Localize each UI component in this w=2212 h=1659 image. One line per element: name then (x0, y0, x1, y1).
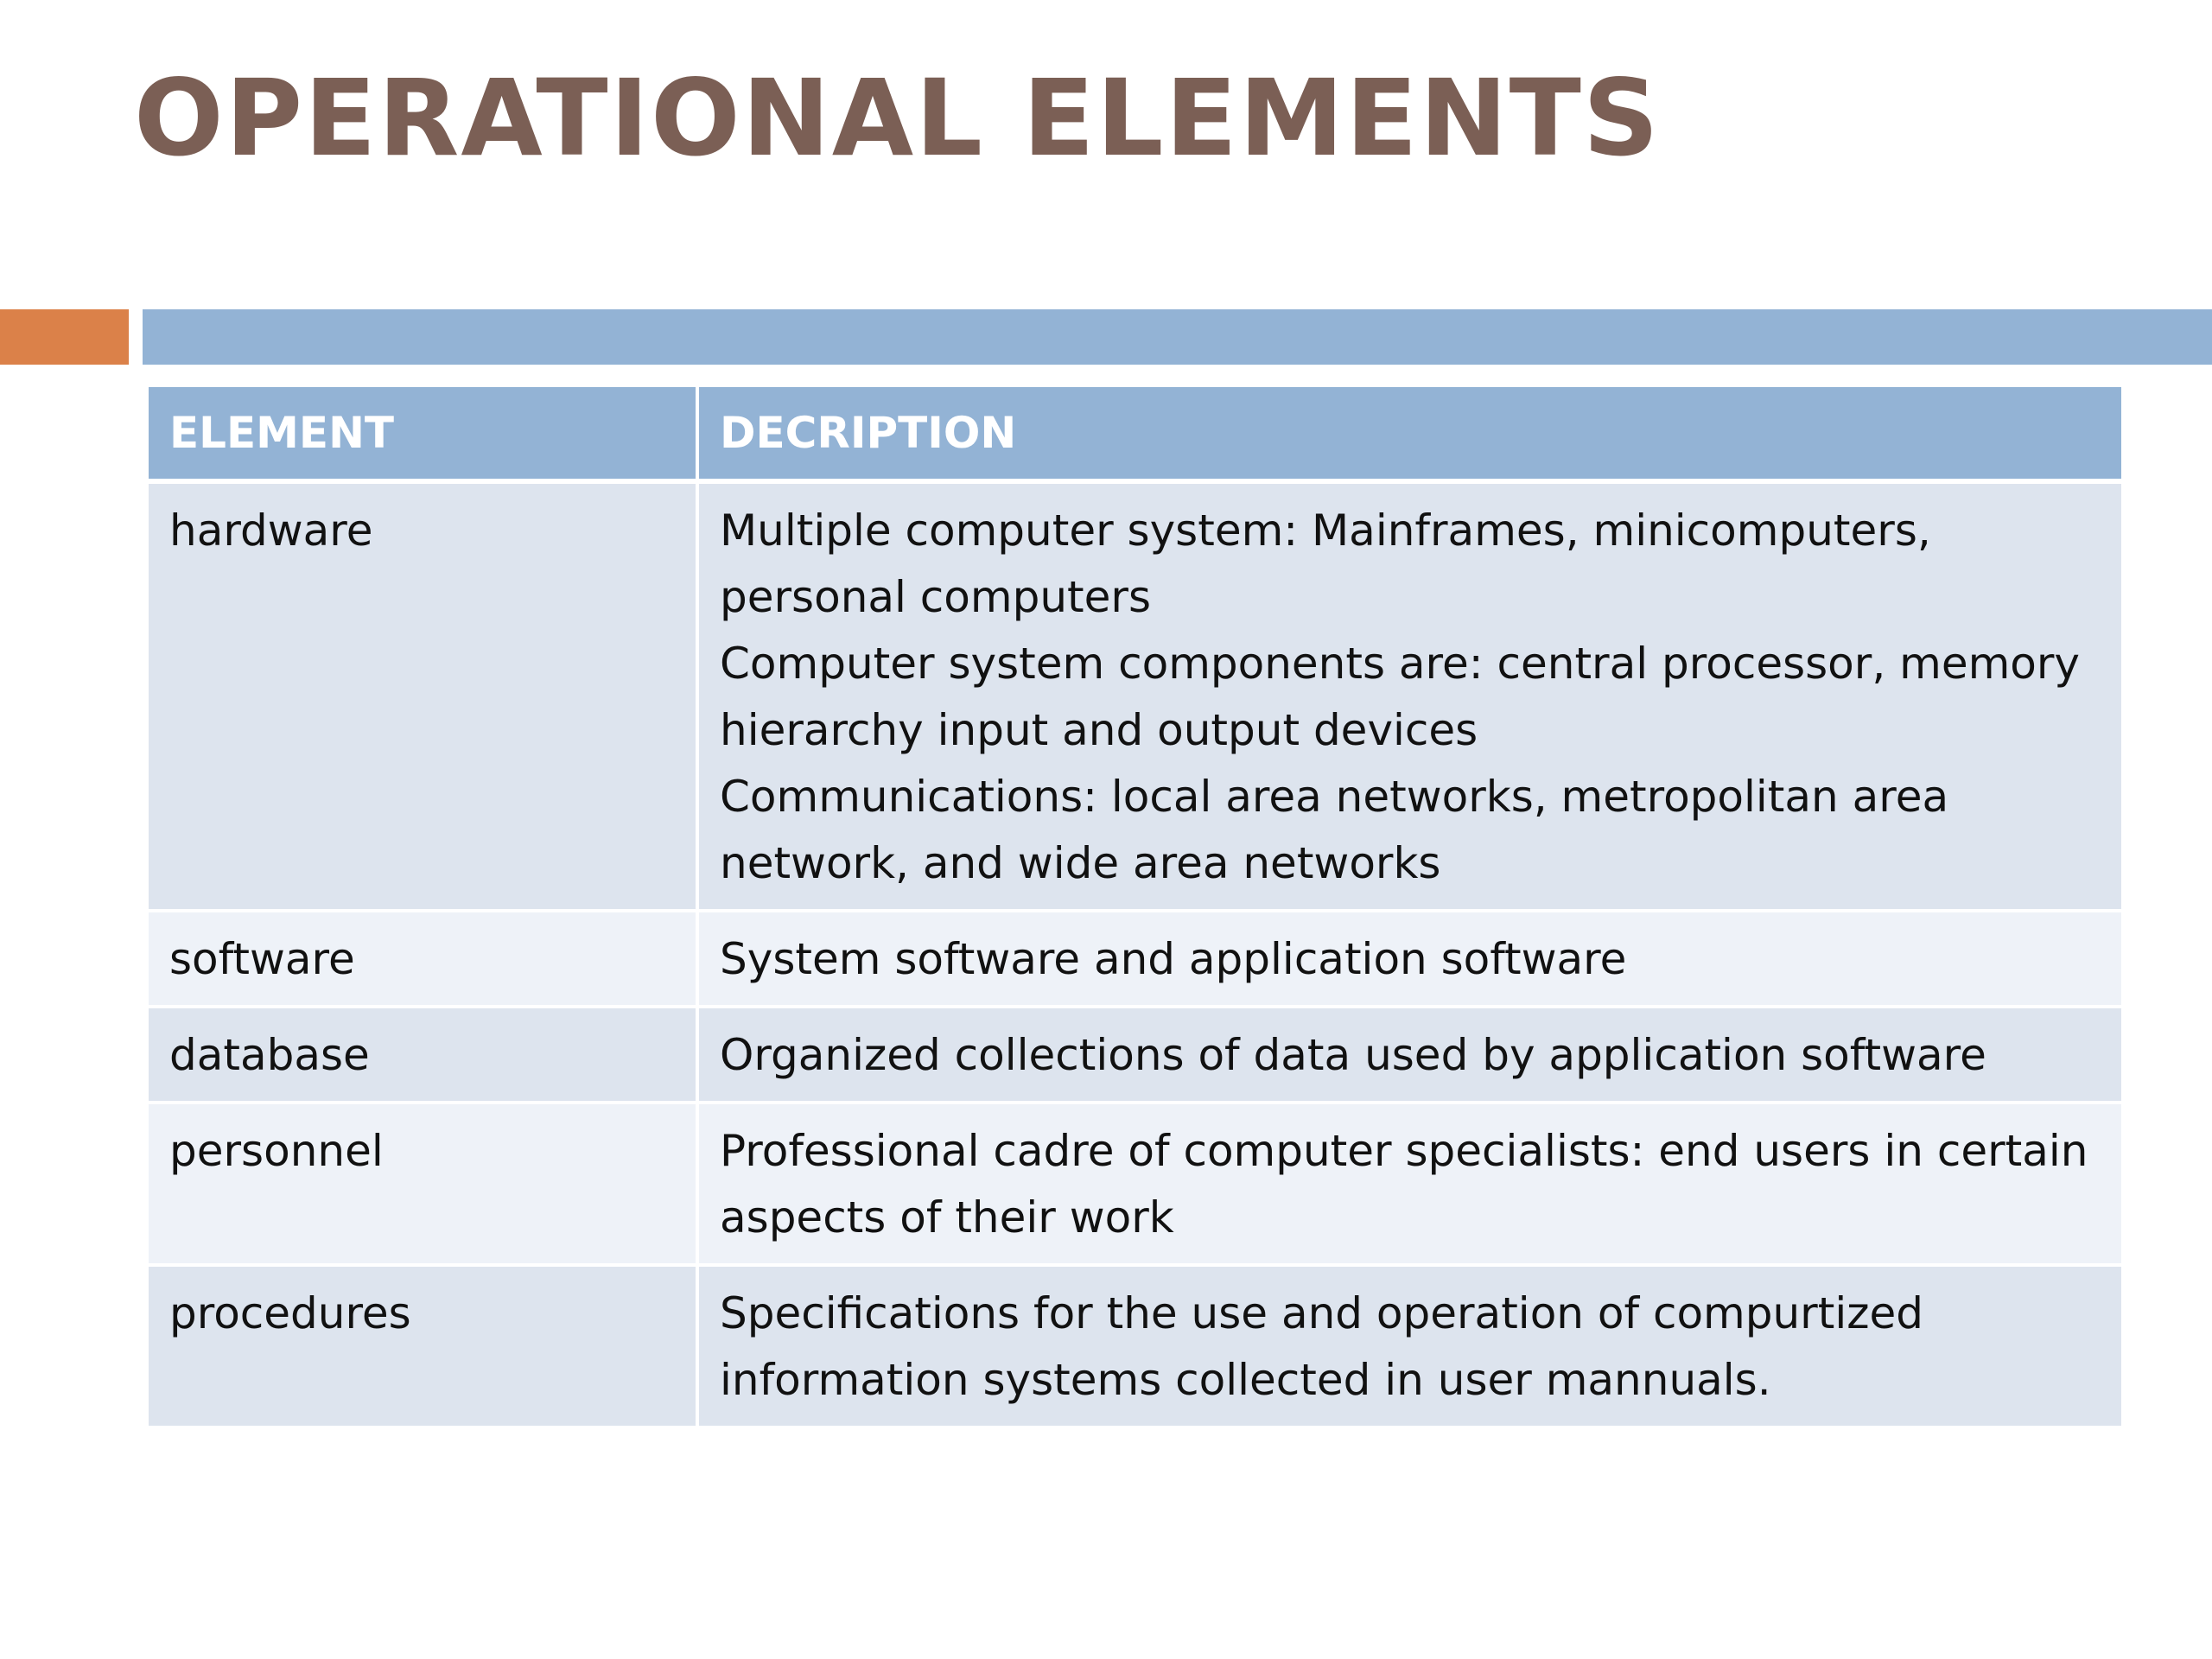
elements-table (149, 387, 2121, 1429)
element-cell: software (149, 912, 696, 1008)
description-cell (696, 484, 2121, 912)
description-cell (696, 1267, 2121, 1429)
description-line: Organized collections of data used by application software (720, 1030, 1986, 1080)
description-line: Professional cadre of computer specialists: end users in certain aspects of their work (720, 1126, 2088, 1243)
description-line: Communications: local area networks, metropolitan area network, and wide area networks (720, 772, 1949, 888)
elements-table-container (149, 387, 2121, 1429)
description-cell (696, 1008, 2121, 1104)
description-line: System software and application software (720, 934, 1627, 984)
table-row (149, 484, 2121, 912)
description-line: Specifications for the use and operation of compurtized information systems collected in user mannuals. (720, 1288, 1923, 1405)
description-cell (696, 1104, 2121, 1267)
element-cell: hardware (149, 484, 696, 912)
table-row (149, 912, 2121, 1008)
accent-bar-orange (0, 309, 129, 365)
description-line: Multiple computer system: Mainframes, minicomputers, personal computers (720, 505, 1931, 622)
header-element: ELEMENT (149, 387, 696, 484)
description-line: Computer system components are: central processor, memory hierarchy input and output devices (720, 639, 2081, 755)
table-row (149, 1008, 2121, 1104)
table-row (149, 1104, 2121, 1267)
element-cell: personnel (149, 1104, 696, 1267)
description-cell (696, 912, 2121, 1008)
table-row (149, 1267, 2121, 1429)
element-cell: procedures (149, 1267, 696, 1429)
table-header-row (149, 387, 2121, 484)
element-cell: database (149, 1008, 696, 1104)
accent-bar-blue (143, 309, 2212, 365)
slide-title: OPERATIONAL ELEMENTS (134, 57, 1661, 180)
header-description: DECRIPTION (696, 387, 2121, 484)
